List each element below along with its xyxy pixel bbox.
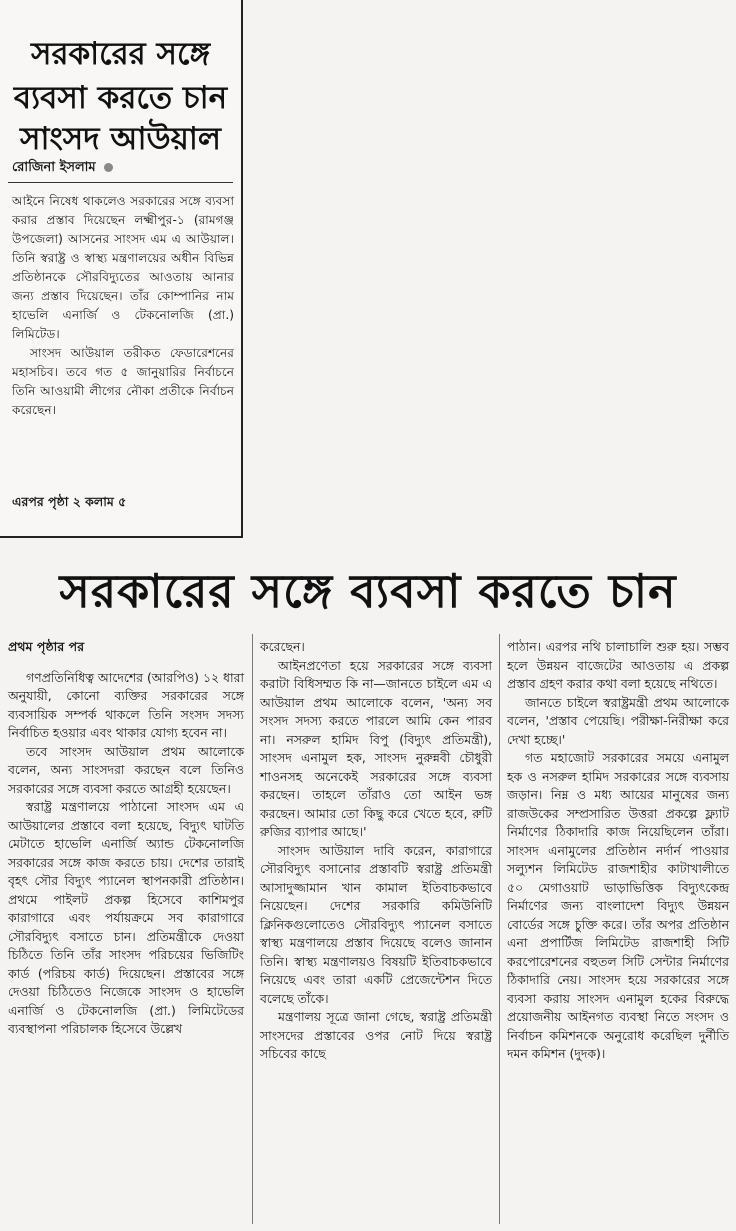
teaser-paragraph-1: আইনে নিষেধ থাকলেও সরকারের সঙ্গে ব্যবসা করার প্রস্তাব দিয়েছেন লক্ষ্মীপুর-১ (রামগঞ্জ উপজেলা) আসনের সাংসদ এম এ আউয়াল। তিনি স্বরাষ্ট্র ও স্বাস্থ্য মন্ত্রণালয়ের অধীন বিভিন্ন প্রতিষ্ঠানকে সৌরবিদ্যুতের আওতায় আনার জন্য প্রস্তাব দিয়েছেন। তাঁর কোম্পানির নাম হাভেলি এনার্জি ও টেকনোলজি (প্রা.) লিমিটেড। (12, 194, 234, 341)
col1-paragraph-3: স্বরাষ্ট্র মন্ত্রণালয়ে পাঠানো সাংসদ এম এ আউয়ালের প্রস্তাবে বলা হয়েছে, বিদ্যুৎ ঘাটতি মেটাতে হাভেলি এনার্জি অ্যান্ড টেকনোলজি সরকারের সঙ্গে কাজ করতে চায়। দেশের তারাই বৃহৎ সৌর বিদ্যুৎ প্যানেল স্থাপনকারী প্রতিষ্ঠান। প্রথমে পাইলট প্রকল্প হিসেবে কাশিমপুর কারাগারে এবং পর্যায়ক্রমে সব কারাগারে সৌরবিদ্যুৎ বসাতে চান। প্রতিমন্ত্রীকে দেওয়া চিঠিতে তিনি তাঁর সাংসদ পরিচয়ের ভিজিটিং কার্ড (পরিচয় কার্ড) দিয়েছেন। প্রস্তাবের সঙ্গে দেওয়া চিঠিতেও নিজেকে সাংসদ ও হাভেলি এনার্জি ও টেকনোলজি (প্রা.) লিমিটেডের ব্যবস্থাপনা পরিচালক হিসেবে উল্লেখ (8, 799, 244, 1036)
col2-paragraph-2: আইনপ্রণেতা হয়ে সরকারের সঙ্গে ব্যবসা করাটা বিধিসম্মত কি না—জানতে চাইলে এম এ আউয়াল প্রথম আলোকে বলেন, 'অন্য সব সংসদ সদস্য করতে পারলে আমি কেন পারব না। নসরুল হামিদ বিপু (বিদ্যুৎ প্রতিমন্ত্রী), সাংসদ এনামুল হক, সাংসদ নুরুন্নবী চৌধুরী শাওনসহ অনেকেই সরকারের সঙ্গে ব্যবসা করছেন। তাহলে তাঁরাও তো আইন ভঙ্গ করছেন। আমার তো কিছু করে খেতে হবে, রুটি রুজির ব্যাপার আছে।' (260, 657, 492, 839)
col3-paragraph-1: পাঠান। এরপর নথি চালাচালি শুরু হয়। সম্ভব হলে উন্নয়ন বাজেটের আওতায় এ প্রকল্প প্রস্তাব গ্রহণ করার কথা বলা হয়েছে নথিতে। (507, 639, 729, 691)
article-column-3 (507, 638, 729, 1064)
teaser-body (12, 192, 234, 420)
article-column-1 (8, 638, 244, 1039)
col2-paragraph-3: সাংসদ আউয়াল দাবি করেন, কারাগারে সৌরবিদ্যুৎ বসানোর প্রস্তাবটি স্বরাষ্ট্র প্রতিমন্ত্রী আসাদুজ্জামান খান কামাল ইতিবাচকভাবে নিয়েছেন। দেশের সরকারি কমিউনিটি ক্লিনিকগুলোতেও সৌরবিদ্যুৎ প্যানেল বসাতে স্বাস্থ্য মন্ত্রণালয়ে প্রস্তাব দিয়েছে বলেও জানান তিনি। স্বাস্থ্য মন্ত্রণালয়ও বিষয়টি ইতিবাচকভাবে নিয়েছে এবং তারা একটি প্রেজেন্টেশন দিতে বলেছে তাঁকে। (260, 842, 492, 1006)
col1-paragraph-2: তবে সাংসদ আউয়াল প্রথম আলোকে বলেন, অন্য সাংসদরা করছেন বলে তিনিও সরকারের সঙ্গে ব্যবসা করতে আগ্রহী হয়েছেন। (8, 743, 244, 796)
column-divider-1 (252, 634, 253, 1224)
from-first-page-label: প্রথম পৃষ্ঠার পর (8, 639, 85, 654)
article-column-2 (260, 638, 492, 1064)
inner-page-headline: সরকারের সঙ্গে ব্যবসা করতে চান (59, 564, 677, 618)
byline-author: রোজিনা ইসলাম (12, 160, 96, 175)
teaser-headline-line-3: সাংসদ আউয়াল (19, 121, 222, 157)
teaser-paragraph-2: সাংসদ আউয়াল তরীকত ফেডারেশনের মহাসচিব। তবে গত ৫ জানুয়ারির নির্বাচনে তিনি আওয়ামী লীগের নৌকা প্রতীকে নির্বাচন করেছেন। (12, 346, 234, 417)
col3-paragraph-3: গত মহাজোট সরকারের সময়ে এনামুল হক ও নসরুল হামিদ সরকারের সঙ্গে ব্যবসায় জড়ান। নিম্ন ও মধ্য আয়ের মানুষের জন্য রাজউকের সম্প্রসারিত উত্তরা প্রকল্পে ফ্ল্যাট নির্মাণের ঠিকাদারি কাজ নিয়েছিলেন তাঁরা। সাংসদ এনামুলের প্রতিষ্ঠান নর্দার্ন পাওয়ার সল্যুশন লিমিটেড রাজশাহীর কাটাখালীতে ৫০ মেগাওয়াট ভাড়াভিত্তিক বিদ্যুৎকেন্দ্র নির্মাণের জন্য বাংলাদেশ বিদ্যুৎ উন্নয়ন বোর্ডের সঙ্গে চুক্তি করে। তাঁর অপর প্রতিষ্ঠান এনা প্রপার্টিজ লিমিটেড রাজশাহী সিটি করপোরেশনের বহুতল সিটি সেন্টার নির্মাণের ঠিকাদারি নেয়। সাংসদ হয়ে সরকারের সঙ্গে ব্যবসা করায় সাংসদ এনামুল হকের বিরুদ্ধে প্রয়োজনীয় আইনগত ব্যবস্থা নিতে সংসদ ও নির্বাচন কমিশনকে অনুরোধ করেছিল দুর্নীতি দমন কমিশন (দুদক)। (507, 750, 729, 1061)
byline-divider (8, 182, 233, 183)
teaser-headline-line-1: সরকারের সঙ্গে (30, 36, 211, 72)
col3-paragraph-2: জানতে চাইলে স্বরাষ্ট্রমন্ত্রী প্রথম আলোকে বলেন, 'প্রস্তাব পেয়েছি। পরীক্ষা-নিরীক্ষা করে দেখা হচ্ছে।' (507, 694, 729, 747)
teaser-headline-line-2: ব্যবসা করতে চান (13, 80, 228, 116)
column-divider-2 (499, 634, 500, 1224)
continuation-note: এরপর পৃষ্ঠা ২ কলাম ৫ (12, 494, 127, 509)
col1-paragraph-1: গণপ্রতিনিধিত্ব আদেশের (আরপিও) ১২ ধারা অনুযায়ী, কোনো ব্যক্তির সরকারের সঙ্গে ব্যবসায়িক সম্পর্ক থাকলে তিনি সংসদ সদস্য নির্বাচিত হওয়ার এবং থাকার যোগ্য হবেন না। (8, 669, 244, 740)
col2-paragraph-4: মন্ত্রণালয় সূত্রে জানা গেছে, স্বরাষ্ট্র প্রতিমন্ত্রী সাংসদের প্রস্তাবের ওপর নোট দিয়ে স্বরাষ্ট্র সচিবের কাছে (260, 1009, 492, 1061)
col2-paragraph-1: করেছেন। (260, 639, 305, 654)
front-page-teaser-box (0, 0, 243, 538)
byline (12, 158, 113, 179)
bullet-icon (104, 163, 113, 172)
